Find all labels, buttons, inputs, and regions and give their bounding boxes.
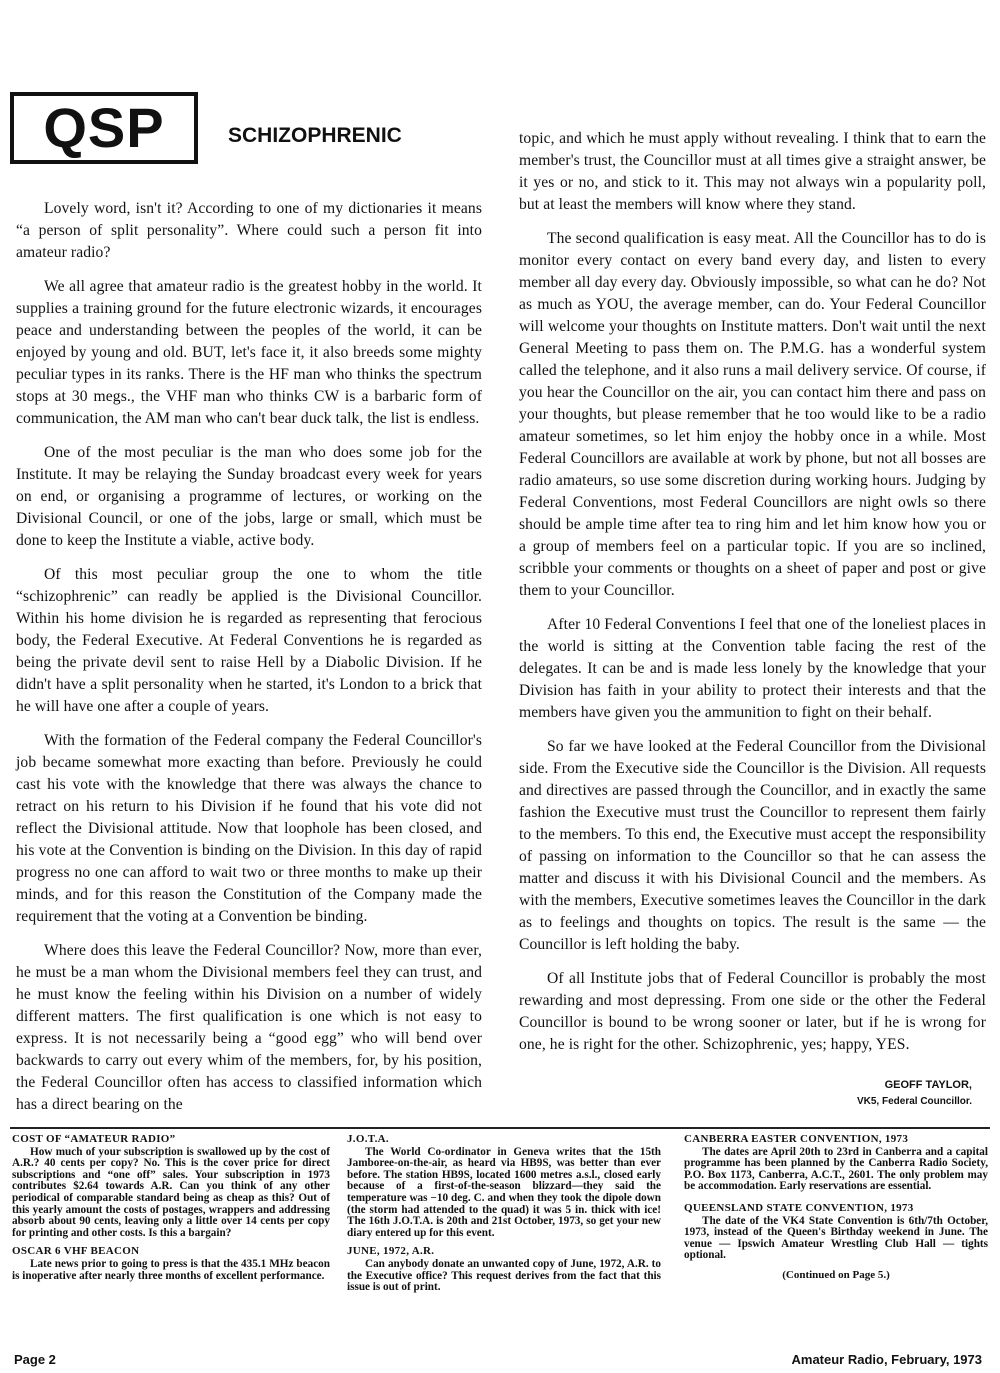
article-headline: SCHIZOPHRENIC	[228, 124, 402, 147]
article-paragraph: One of the most peculiar is the man who does some job for the Institute. It may be relaying the Sunday broadcast every week for years on end, or organising a programme of lectures, or working on the Divisional Council, or one of the jobs, large or small, which must be done to keep the Institute a viable, active body.	[16, 444, 482, 549]
news-heading: J.O.T.A.	[347, 1133, 389, 1145]
news-heading: QUEENSLAND STATE CONVENTION, 1973	[684, 1201, 914, 1214]
qsp-logo	[10, 92, 198, 164]
author-name: GEOFF TAYLOR,	[884, 1079, 972, 1091]
article-paragraph: Of this most peculiar group the one to whom the title “schizophrenic” can readly be applied is the Divisional Councillor. Within his home division he is regarded as representing that ferocious body, the Federal Executive. At Federal Conventions he is regarded as being the private devil sent to raise Hell by a Diabolic Division. If he didn't have a split personality when he started, it's London to a brick that he will have one after a couple of years.	[16, 566, 482, 715]
article-paragraph: Where does this leave the Federal Councillor? Now, more than ever, he must be a man whom the Divisional members feel they can trust, and he must know the feeling within his Division on a number of widely different matters. The first qualification is one which is not easy to express. It is not necessarily being a “good egg” who will bend over backwards to carry out every whim of the members, for, by his position, the Federal Councillor often has access to classified information which has a direct bearing on the	[16, 942, 482, 1113]
section-divider	[10, 1127, 990, 1129]
article-column-left	[16, 198, 482, 1120]
news-heading: CANBERRA EASTER CONVENTION, 1973	[684, 1133, 909, 1145]
article-paragraph: After 10 Federal Conventions I feel that one of the loneliest places in the world is sitting at the Convention table facing the rest of the delegates. It can be and is made less lonely by the knowledge that your Division has faith in your ability to protect their interests and that the members have given you the ammunition to fight on their behalf.	[519, 616, 986, 721]
news-body: The date of the VK4 State Convention is 6th/7th October, 1973, instead of the Queen's Birthday weekend in June. The venue — Ipswich Amateur Wrestling Club Hall — tights optional.	[684, 1214, 988, 1262]
article-column-right	[519, 128, 986, 1060]
article-paragraph: With the formation of the Federal company the Federal Councillor's job became somewhat more exacting than before. Previously he could cast his vote with the knowledge that there was always the chance to retract on his return to his Division if he found that his vote did not reflect the Divisional attitude. Now that loophole has been closed, and his vote at the Convention is binding on the Division. In this day of rapid progress no one can afford to wait two or three months to make up their minds, and for this reason the Constitution of the Company made the requirement that the voting at a Convention be binding.	[16, 732, 482, 925]
news-column-2	[347, 1134, 661, 1301]
news-column-3	[684, 1134, 988, 1282]
author-signature	[857, 1077, 972, 1109]
article-paragraph: The second qualification is easy meat. All the Councillor has to do is monitor every contact on every band every day, and listen to every member all day every day. Obviously impossible, so what can he do? Not as much as YOU, the average member, can do. Your Federal Councillor will welcome your thoughts on Institute matters. Don't wait until the next General Meeting to pass them on. The P.M.G. has a wonderful system called the telephone, and it also runs a mail delivery service. Of course, if you hear the Councillor on the air, you can contact him there and pass on your thoughts, but please remember that he too would like to be a radio amateur sometimes, so let him enjoy the hobby once in a while. Most Federal Councillors are available at work by phone, but not all bosses are radio amateurs, so use some discretion during working hours. Judging by Federal Conventions, most Federal Councillors are night owls so there should be ample time after tea to ring him and let him know how you or a group of members feel on a particular topic. If you are so inclined, scribble your comments or thoughts on a sheet of paper and post or give them to your Councillor.	[519, 230, 986, 599]
news-heading: JUNE, 1972, A.R.	[347, 1245, 435, 1258]
news-body: How much of your subscription is swallowed up by the cost of A.R.? 40 cents per copy? No. This is the cover price for direct subscriptions and “one off” sales. Your subscription in 1973 contributes $2.64 towards A.R. Can you think of any other periodical of comparable standard being as cheap as this? Out of this yearly amount the costs of postages, wrappers and addressing absorb about 90 cents, leaving only a little over 14 cents per copy for printing and other costs. Is this a bargain?	[12, 1145, 330, 1239]
news-column-1	[12, 1134, 330, 1289]
publication-info: Amateur Radio, February, 1973	[791, 1352, 982, 1367]
author-title: VK5, Federal Councillor.	[856, 1096, 972, 1107]
news-body: Late news prior to going to press is that the 435.1 MHz beacon is inoperative after nearly three months of excellent performance.	[12, 1257, 330, 1282]
article-paragraph: So far we have looked at the Federal Councillor from the Divisional side. From the Executive side the Councillor is the Division. All requests and directives are passed through the Councillor, and in exactly the same fashion the Executive must trust the Councillor to represent them fairly to the members. To this end, the Executive must accept the responsibility of passing on information to the Councillor so that he can assess the matter and discuss it with his Divisional Council and the members. As with the members, Executive sometimes leaves the Councillor in the dark as to feelings and thoughts on topics. The result is the same — the Councillor is left holding the baby.	[519, 738, 986, 953]
news-body: The dates are April 20th to 23rd in Canberra and a capital programme has been planned by the Canberra Radio Society, P.O. Box 1173, Canberra, A.C.T., 2601. The only problem may be accommodation. Early reservations are essential.	[684, 1145, 988, 1193]
page-number: Page 2	[14, 1352, 56, 1367]
logo-text: QSP	[43, 96, 165, 159]
article-paragraph: Lovely word, isn't it? According to one of my dictionaries it means “a person of split personality”. Where could such a person fit into amateur radio?	[16, 200, 482, 261]
article-paragraph: Of all Institute jobs that of Federal Councillor is probably the most rewarding and most depressing. From one side or the other the Federal Councillor is bound to be wrong sooner or later, but if he is wrong for one, he is right for the other. Schizophrenic, yes; happy, YES.	[519, 970, 986, 1053]
news-heading: COST OF “AMATEUR RADIO”	[12, 1133, 176, 1145]
news-heading: OSCAR 6 VHF BEACON	[12, 1245, 140, 1258]
news-body: The World Co-ordinator in Geneva writes that the 15th Jamboree-on-the-air, as heard via HB9S, was better than ever before. The station HB9S, located 1600 metres a.s.l., closed early because of a first-of-the-season blizzard—they said the temperature was −10 deg. C. and when they took the dipole down (the storm had attended to the quad) it was 5 in. thick with ice! The 16th J.O.T.A. is 20th and 21st October, 1973, so get your new diary entered up for this event.	[347, 1145, 661, 1239]
article-paragraph: topic, and which he must apply without revealing. I think that to earn the member's trust, the Councillor must at all times give a straight answer, be it yes or no, and stick to it. This may not always win a popularity poll, but at least the members will know where they stand.	[519, 130, 986, 213]
article-paragraph: We all agree that amateur radio is the greatest hobby in the world. It supplies a training ground for the future electronic wizards, it encourages peace and understanding between the peoples of the world, it can be enjoyed by young and old. BUT, let's face it, it also breeds some mighty peculiar types in its ranks. There is the HF man who thinks the spectrum stops at 30 megs., the VHF man who thinks CW is a barbaric form of communication, the AM man who can't bear duck talk, the list is endless.	[16, 278, 482, 427]
continued-note: (Continued on Page 5.)	[782, 1268, 890, 1281]
news-body: Can anybody donate an unwanted copy of June, 1972, A.R. to the Executive office? This request derives from the fact that this issue is out of print.	[347, 1257, 661, 1294]
